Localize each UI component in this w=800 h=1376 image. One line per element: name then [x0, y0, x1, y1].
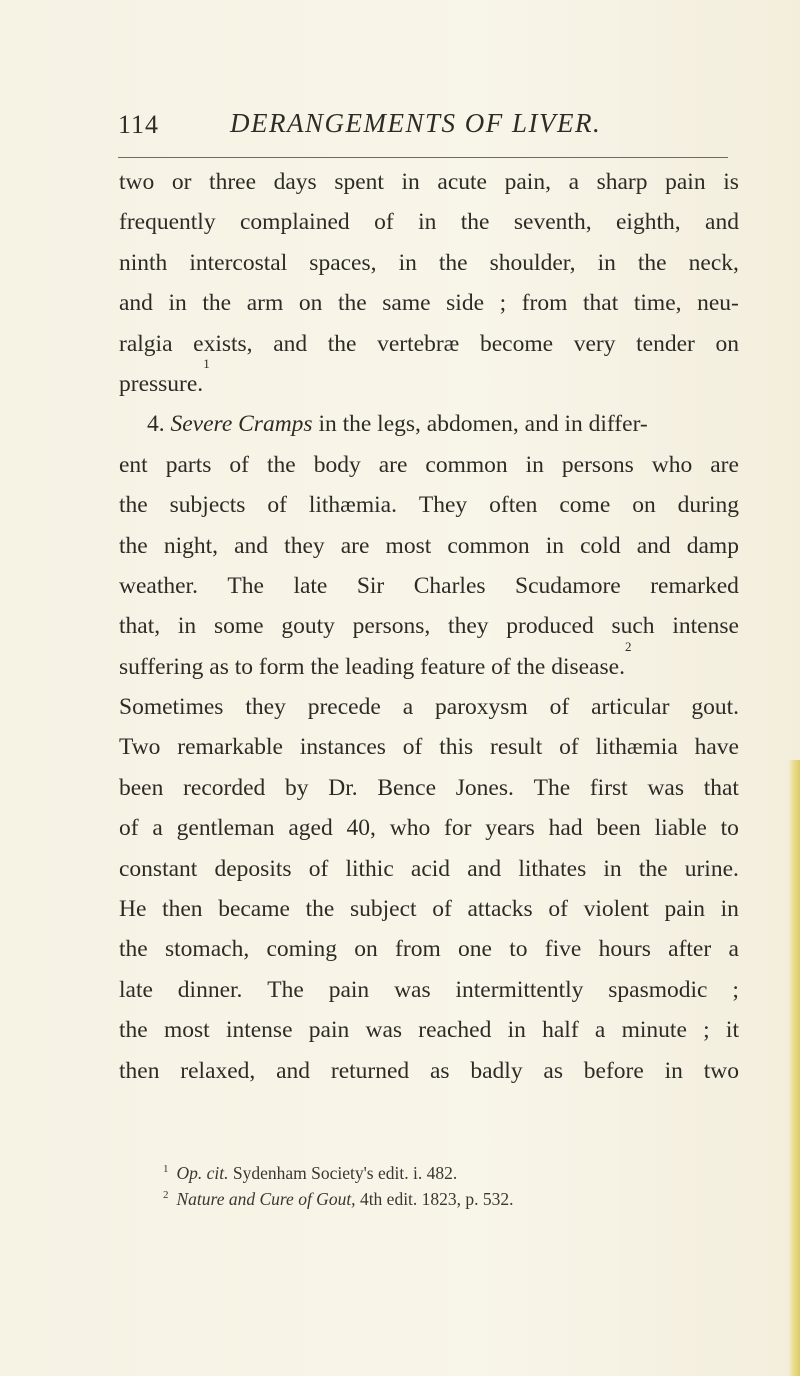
word: a — [728, 936, 739, 963]
word: two — [119, 169, 155, 195]
page-edge — [788, 760, 800, 1376]
word: hours — [598, 936, 651, 963]
word: of — [548, 896, 568, 923]
word: He — [119, 896, 147, 923]
word: and — [119, 290, 153, 317]
word: have — [694, 734, 739, 761]
word: and — [276, 1057, 311, 1084]
word: badly — [470, 1057, 523, 1084]
footnote-number: 1 — [163, 1163, 169, 1176]
word: shoulder, — [489, 249, 576, 276]
word: persons, — [352, 613, 431, 640]
word: become — [479, 330, 554, 357]
word: half — [542, 1017, 579, 1044]
word: from — [395, 936, 441, 963]
word: pain — [328, 976, 370, 1003]
text-line — [119, 606, 739, 646]
text-line — [119, 283, 739, 323]
text-line: suffering as to form the leading feature of the disease. 2 — [119, 647, 739, 687]
word: time, — [633, 290, 682, 317]
word: and — [705, 209, 739, 236]
word: tender — [636, 330, 695, 357]
footnote-text: 4th edit. 1823, p. 532. — [359, 1189, 514, 1209]
word: returned — [330, 1057, 410, 1084]
word: spaces, — [309, 249, 377, 276]
footnotes — [163, 1160, 723, 1212]
word: exists, — [193, 330, 253, 357]
footnote-ref: 1 — [203, 355, 210, 371]
word: arm — [246, 290, 284, 317]
word: seventh, — [513, 209, 592, 236]
word: days — [273, 169, 317, 195]
word: parts — [165, 451, 212, 478]
word: recorded — [183, 774, 266, 801]
word: ent — [119, 451, 148, 478]
word: coming — [266, 936, 337, 963]
word: acute — [437, 169, 487, 195]
body-text — [119, 162, 739, 1091]
word: instances — [299, 734, 386, 761]
word: ninth — [119, 249, 168, 276]
word: the — [119, 936, 148, 963]
word: or — [171, 169, 192, 195]
word: the — [119, 1017, 148, 1044]
word: articular — [591, 694, 670, 721]
word: gout. — [691, 694, 739, 721]
word: and — [273, 330, 308, 357]
word: some — [213, 613, 264, 640]
text-line — [119, 162, 739, 202]
word: neu- — [697, 290, 739, 317]
page-number: 114 — [118, 110, 160, 139]
text-line — [119, 566, 739, 606]
text-line — [119, 1010, 739, 1050]
word: was — [365, 1017, 403, 1044]
word: lithæmia — [595, 734, 678, 761]
word: common — [447, 532, 530, 559]
text-line — [119, 808, 739, 848]
word: that, — [119, 613, 161, 640]
word: same — [382, 290, 431, 317]
word: was — [647, 774, 684, 801]
word: eighth, — [616, 209, 681, 236]
word: been — [119, 774, 164, 801]
word: the — [638, 855, 668, 882]
word: by — [285, 774, 309, 801]
word: often — [489, 492, 538, 519]
word: was — [394, 976, 431, 1003]
word: years — [485, 815, 535, 842]
word: very — [573, 330, 616, 357]
word: this — [439, 734, 474, 761]
word: the — [438, 249, 468, 276]
word: in — [398, 249, 417, 276]
word: Dr. — [328, 774, 358, 801]
word: a — [402, 694, 414, 721]
word: and — [467, 855, 502, 882]
word: in — [507, 1017, 526, 1044]
word: intercostal — [189, 249, 288, 276]
footnote-number: 2 — [163, 1189, 169, 1202]
word: first — [589, 774, 628, 801]
footnote — [163, 1186, 723, 1212]
word: of — [229, 451, 249, 478]
word: in — [177, 613, 197, 640]
text-line — [119, 445, 739, 485]
word: relaxed, — [180, 1057, 256, 1084]
word: late — [119, 976, 153, 1003]
word: precede — [307, 694, 381, 721]
word: urine. — [684, 855, 739, 882]
word: the — [266, 451, 296, 478]
word: ; — [703, 1017, 710, 1044]
word: aged — [288, 815, 333, 842]
word: in — [720, 896, 739, 923]
word: in — [603, 855, 622, 882]
text-line — [119, 243, 739, 283]
word: lithic — [345, 855, 394, 882]
word: in — [597, 249, 616, 276]
word: the — [327, 330, 357, 357]
word: intense — [672, 613, 739, 640]
word: lithates — [518, 855, 587, 882]
word: most — [385, 532, 432, 559]
word: The — [227, 572, 264, 599]
word: subjects — [169, 492, 246, 519]
word: two — [703, 1057, 739, 1084]
word: acid — [410, 855, 451, 882]
word: Charles — [413, 572, 486, 599]
word: as — [429, 1057, 450, 1084]
word: Jones. — [455, 774, 514, 801]
word: persons — [561, 451, 634, 478]
word: been — [596, 815, 641, 842]
text-line — [119, 526, 739, 566]
word: cold — [580, 532, 621, 559]
word: constant — [119, 855, 198, 882]
text-line — [119, 1051, 739, 1091]
word: is — [723, 169, 739, 195]
word: result — [490, 734, 543, 761]
footnote-citation: Op. cit. — [176, 1163, 229, 1183]
word: the — [305, 896, 335, 923]
word: remarked — [650, 572, 739, 599]
word: pain — [665, 169, 706, 195]
word: a — [594, 1017, 606, 1044]
word: spasmodic — [608, 976, 708, 1003]
word: dinner. — [177, 976, 243, 1003]
word: vertebræ — [377, 330, 460, 357]
word: pain — [664, 896, 705, 923]
word: neck, — [688, 249, 739, 276]
word: complained — [240, 209, 350, 236]
text-line — [119, 768, 739, 808]
word: frequently — [119, 209, 216, 236]
text-line — [119, 849, 739, 889]
word: they — [284, 532, 325, 559]
word: on — [715, 330, 739, 357]
word: intense — [225, 1017, 293, 1044]
word: such — [611, 613, 655, 640]
word: sharp — [596, 169, 648, 195]
word: one — [458, 936, 492, 963]
text-line — [119, 929, 739, 969]
word: deposits — [214, 855, 292, 882]
text-line — [119, 202, 739, 242]
word: in — [168, 290, 187, 317]
word: had — [548, 815, 583, 842]
word: became — [218, 896, 290, 923]
word: during — [677, 492, 739, 519]
word: lithæmia. — [308, 492, 397, 519]
word: of — [559, 734, 579, 761]
word: who — [651, 451, 693, 478]
word: of — [432, 896, 452, 923]
word: in — [545, 532, 565, 559]
text-line — [119, 727, 739, 767]
word: as — [543, 1057, 563, 1084]
word: they — [448, 613, 489, 640]
word: three — [209, 169, 257, 195]
word: of — [549, 694, 570, 721]
word: for — [444, 815, 472, 842]
footnote-text: Sydenham Society's edit. i. 482. — [232, 1163, 458, 1183]
word: pain — [308, 1017, 350, 1044]
word: minute — [621, 1017, 687, 1044]
word: that — [703, 774, 739, 801]
word: of — [308, 855, 329, 882]
word: are — [340, 532, 370, 559]
word: on — [354, 936, 378, 963]
word: of — [119, 815, 139, 842]
word: Scudamore — [515, 572, 621, 599]
word: paroxysm — [435, 694, 528, 721]
word: side — [446, 290, 485, 317]
text-line — [119, 970, 739, 1010]
word: the — [119, 492, 148, 519]
word: subject — [349, 896, 417, 923]
word: stomach, — [165, 936, 250, 963]
word: on — [632, 492, 656, 519]
word: in — [401, 169, 420, 195]
word: and — [636, 532, 671, 559]
word: in — [525, 451, 544, 478]
word: intermittently — [455, 976, 584, 1003]
word: produced — [506, 613, 594, 640]
word: Sir — [356, 572, 385, 599]
word: they — [245, 694, 286, 721]
paragraph-number: 4. — [147, 411, 165, 438]
word: are — [710, 451, 739, 478]
word: Sometimes — [119, 694, 224, 721]
word: the — [460, 209, 490, 236]
word: gentleman — [176, 815, 275, 842]
word: the — [637, 249, 667, 276]
word: The — [533, 774, 571, 801]
word: most — [163, 1017, 210, 1044]
text-line: 4. Severe Cramps in the legs, abdomen, and in differ- — [119, 404, 739, 444]
word: it — [725, 1017, 739, 1044]
word: late — [293, 572, 328, 599]
word: the — [119, 532, 148, 559]
word: who — [389, 815, 431, 842]
word: five — [544, 936, 582, 963]
word: gouty — [281, 613, 335, 640]
word: to — [509, 936, 528, 963]
footnote — [163, 1160, 723, 1186]
word: Two — [119, 734, 161, 761]
word: liable — [654, 815, 707, 842]
word: come — [559, 492, 611, 519]
word: from — [521, 290, 568, 317]
word: The — [267, 976, 304, 1003]
word: then — [162, 896, 203, 923]
word: ; — [732, 976, 739, 1003]
footnote-citation: Nature and Cure of Gout, — [176, 1189, 356, 1209]
text-line — [119, 485, 739, 525]
word: ; — [499, 290, 507, 317]
text-line: pressure. 1 — [119, 364, 739, 404]
word: that — [583, 290, 619, 317]
word: weather. — [119, 572, 198, 599]
word: attacks — [467, 896, 533, 923]
word: ralgia — [119, 330, 173, 357]
word: violent — [583, 896, 649, 923]
word: on — [298, 290, 323, 317]
word: after — [668, 936, 712, 963]
word: body — [313, 451, 361, 478]
word: common — [425, 451, 508, 478]
word: 40, — [346, 815, 376, 842]
word: in — [664, 1057, 683, 1084]
word: in — [418, 209, 437, 236]
word: the — [337, 290, 367, 317]
word: to — [720, 815, 739, 842]
word: night, — [163, 532, 219, 559]
running-head: DERANGEMENTS OF LIVER. — [230, 108, 602, 138]
word: damp — [686, 532, 739, 559]
word: reached — [418, 1017, 492, 1044]
word: of — [374, 209, 394, 236]
word: of — [267, 492, 287, 519]
word: of — [402, 734, 423, 761]
word: the — [202, 290, 232, 317]
word: pain, — [504, 169, 551, 195]
word: before — [583, 1057, 644, 1084]
footnote-ref: 2 — [624, 638, 632, 654]
word: They — [418, 492, 468, 519]
text-line — [119, 687, 739, 727]
word: Bence — [377, 774, 437, 801]
section-heading: Severe Cramps — [170, 411, 313, 438]
word: a — [568, 169, 579, 195]
word: then — [119, 1057, 160, 1084]
header-rule — [118, 157, 728, 158]
word: remarkable — [177, 734, 283, 761]
text-line — [119, 324, 739, 364]
page-header — [118, 104, 728, 144]
word: and — [234, 532, 269, 559]
text-line — [119, 889, 739, 929]
word: are — [378, 451, 408, 478]
word: a — [152, 815, 163, 842]
word: spent — [334, 169, 384, 195]
